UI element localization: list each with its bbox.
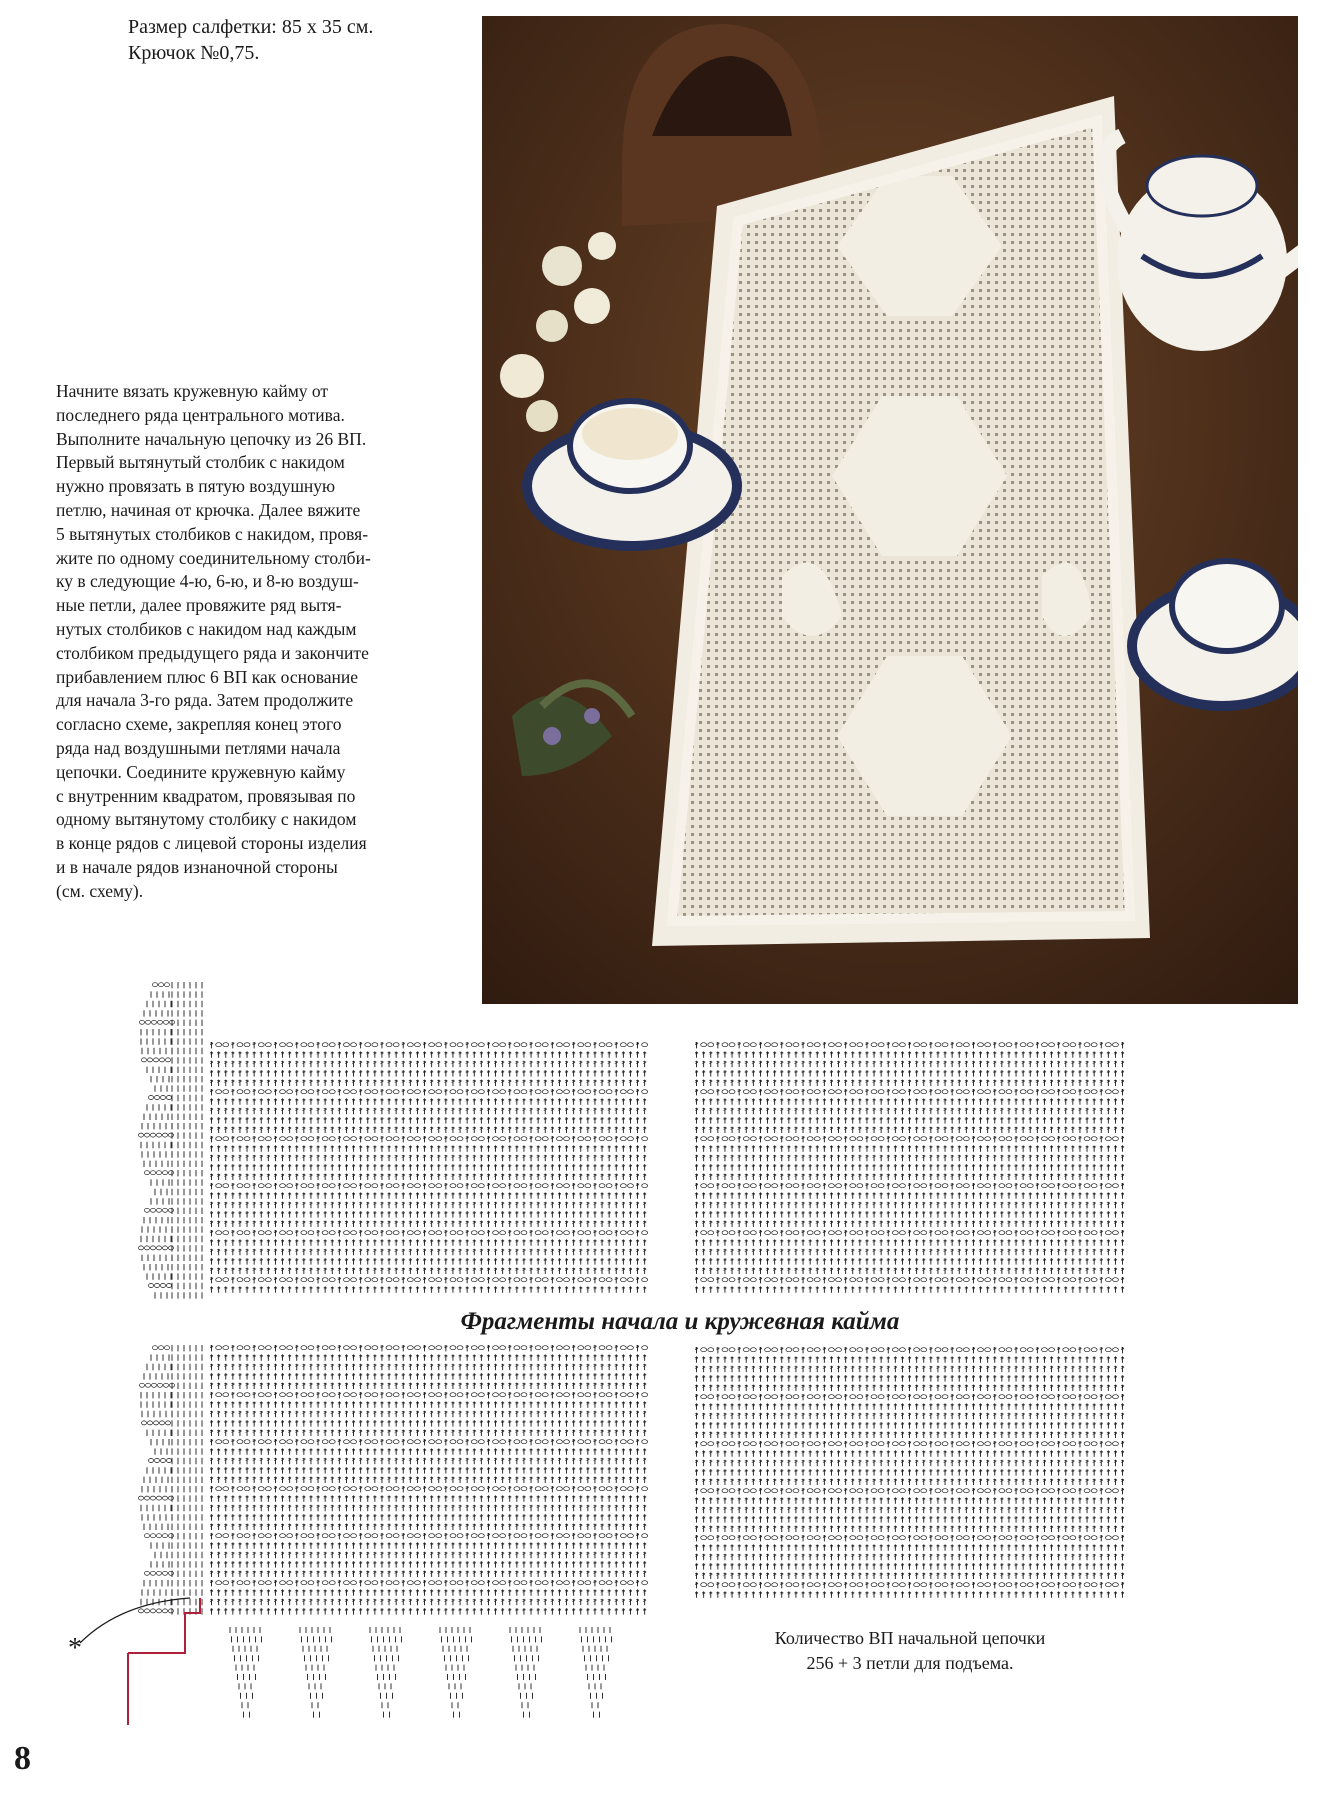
stitch-grid <box>695 1347 1124 1598</box>
instruction-line: (см. схему). <box>56 880 144 901</box>
instruction-line: столбиком предыдущего ряда и закончите <box>56 642 369 663</box>
chain-count-note <box>700 1626 1120 1676</box>
instruction-line: петлю, начиная от крючка. Далее вяжите <box>56 499 361 520</box>
size-info <box>128 14 373 66</box>
lace-runner <box>652 96 1150 946</box>
crochet-chart-bottom-right <box>693 1345 1133 1603</box>
instruction-line: ку в следующие 4-ю, 6-ю, и 8-ю воздуш- <box>56 571 359 592</box>
instruction-line: в конце рядов с лицевой стороны изделия <box>56 833 367 854</box>
instruction-line: Начните вязать кружевную кайму от <box>56 381 329 401</box>
start-star-marker: * <box>68 1633 82 1664</box>
instruction-line: согласно схеме, закрепляя конец этого <box>56 714 342 735</box>
instruction-line: Первый вытянутый столбик с накидом <box>56 452 345 473</box>
stitch-grid <box>695 1042 1124 1293</box>
instruction-line: цепочки. Соедините кружевную кайму <box>56 761 346 782</box>
instruction-line: жите по одному соединительному столби- <box>56 547 371 568</box>
section-caption: Фрагменты начала и кружевная кайма <box>460 1308 900 1335</box>
page-number: 8 <box>14 1740 31 1777</box>
chain-count-line2: 256 + 3 петли для подъема. <box>806 1653 1014 1673</box>
instruction-line: последнего ряда центрального мотива. <box>56 404 345 425</box>
table-runner-photo <box>482 16 1298 1004</box>
instruction-line: Выполните начальную цепочку из 26 ВП. <box>56 428 367 449</box>
instruction-line: с внутренним квадратом, провязывая по <box>56 785 356 806</box>
bottom-scallops <box>230 1627 612 1718</box>
start-path-marker <box>128 1598 200 1725</box>
chain-count-line1: Количество ВП начальной цепочки <box>774 1628 1046 1648</box>
instruction-line: нужно провязать в пятую воздушную <box>56 476 336 497</box>
instruction-line: 5 вытянутых столбиков с накидом, провя- <box>56 523 369 544</box>
instructions-text <box>56 380 466 904</box>
instruction-line: прибавлением плюс 6 ВП как основание <box>56 666 359 687</box>
instruction-line: нутых столбиков с накидом над каждым <box>56 618 357 639</box>
instruction-line: для начала 3-го ряда. Затем продолжите <box>56 690 354 711</box>
stitch-grid <box>210 1042 648 1293</box>
size-line: Размер салфетки: 85 х 35 см. <box>128 16 374 38</box>
stitch-grid <box>210 1345 648 1615</box>
instruction-line: ряда над воздушными петлями начала <box>56 737 341 758</box>
crochet-chart-top-left <box>80 980 650 1300</box>
instruction-line: и в начале рядов изнаночной стороны <box>56 856 338 877</box>
crochet-chart-bottom-left <box>80 1343 650 1725</box>
product-photo <box>482 16 1298 1004</box>
lace-edging <box>139 982 203 1299</box>
instruction-line: одному вытянутому столбику с накидом <box>56 809 357 830</box>
crochet-chart-top-right <box>693 1040 1133 1298</box>
lace-edging <box>139 1345 203 1615</box>
instruction-line: ные петли, далее провяжите ряд вытя- <box>56 595 342 616</box>
hook-line: Крючок №0,75. <box>128 42 260 64</box>
